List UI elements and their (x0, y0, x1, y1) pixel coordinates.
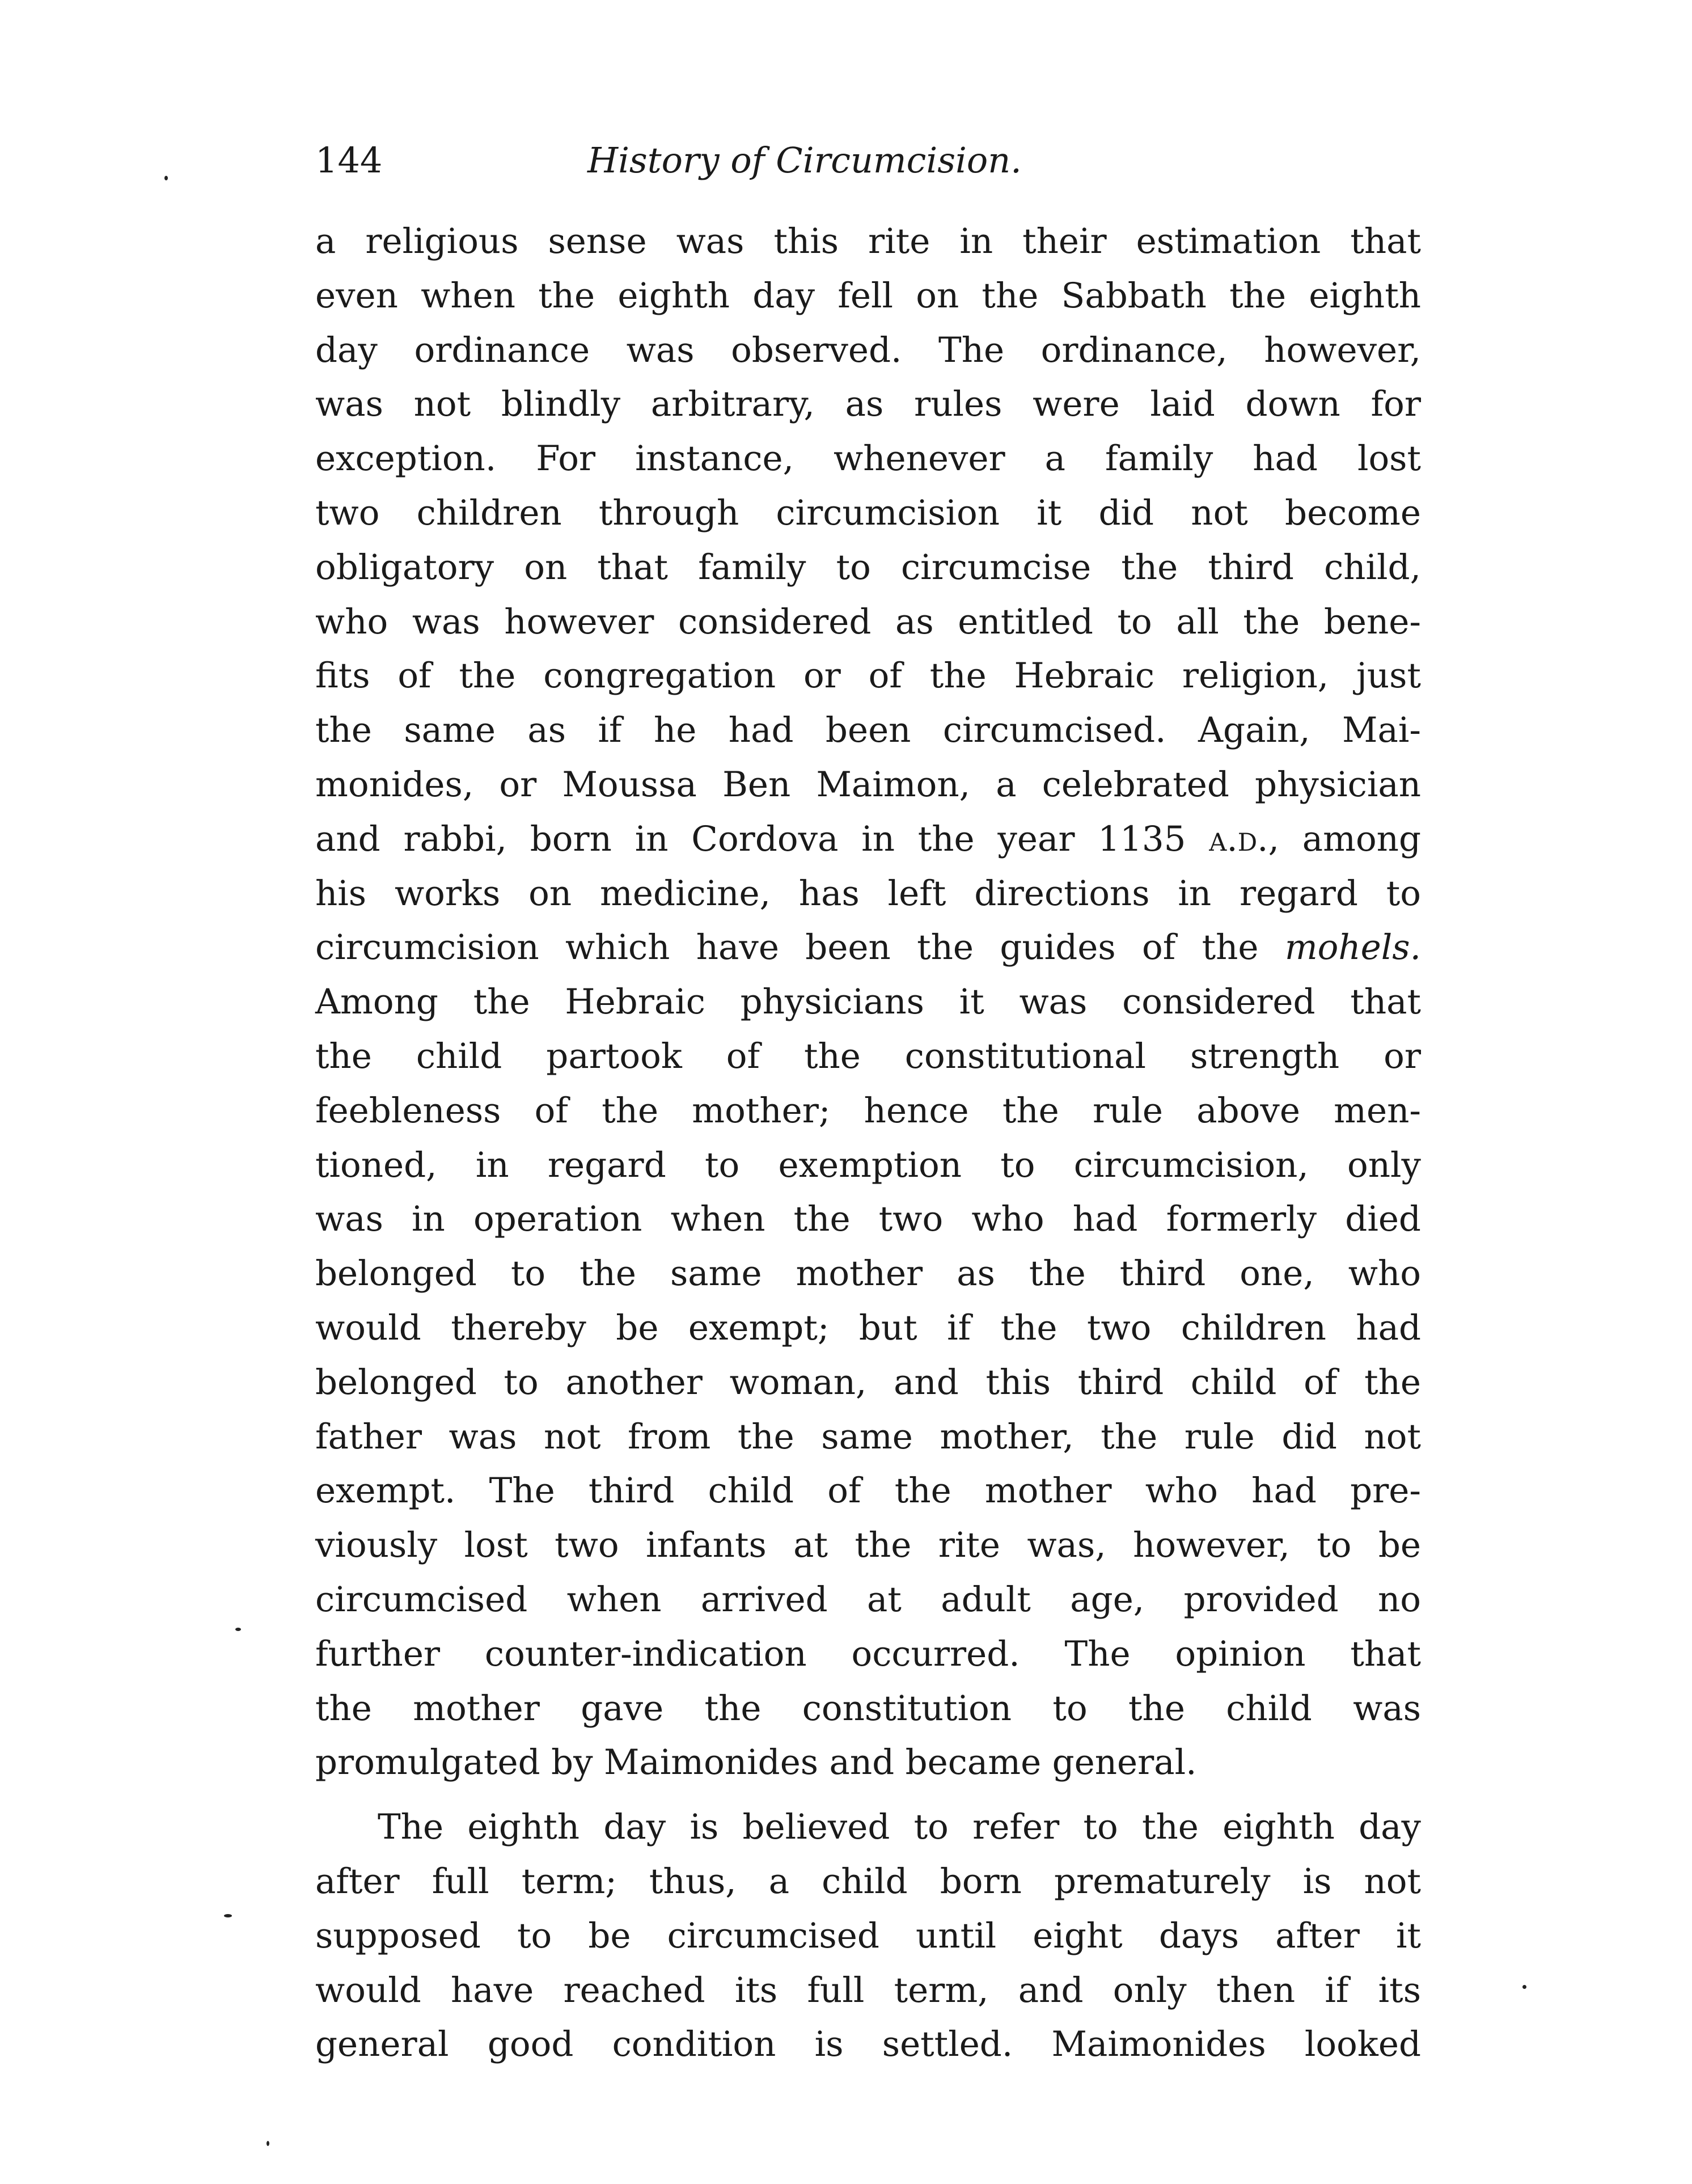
era-abbreviation: a.d. (1209, 818, 1268, 859)
scan-speck (1522, 1985, 1526, 1989)
text-line: was not blindly arbitrary, as rules were laid down for (315, 384, 1421, 425)
text-line: was in operation when the two who had formerly died (315, 1199, 1421, 1240)
line-segment: , among (1268, 818, 1421, 859)
text-line (315, 920, 1421, 975)
text-line: who was however considered as entitled to all the bene- (315, 601, 1421, 642)
text-line: promulgated by Maimonides and became general. (315, 1742, 1197, 1783)
text-line: the same as if he had been circumcised. Again, Mai- (315, 710, 1421, 751)
text-line: general good condition is settled. Maimonides looked (315, 2024, 1421, 2065)
line-segment: and rabbi, born in Cordova in the year 1135 (315, 818, 1209, 859)
text-line: a religious sense was this rite in their estimation that (315, 221, 1421, 261)
text-line: Among the Hebraic physicians it was considered that (315, 982, 1421, 1023)
scan-speck (164, 176, 168, 180)
body-text (315, 214, 1421, 2072)
text-line: belonged to another woman, and this third child of the (315, 1362, 1421, 1403)
text-line: fits of the congregation or of the Hebraic religion, just (315, 656, 1421, 696)
paragraph-1 (315, 214, 1421, 1790)
text-line: two children through circumcision it did not become (315, 492, 1421, 533)
text-line: would have reached its full term, and only then if its (315, 1970, 1421, 2010)
text-line: exception. For instance, whenever a family had lost (315, 438, 1421, 479)
text-line: monides, or Moussa Ben Maimon, a celebrated physician (315, 764, 1421, 805)
text-line: father was not from the same mother, the rule did not (315, 1416, 1421, 1457)
text-line: after full term; thus, a child born prematurely is not (315, 1861, 1421, 1902)
text-line: day ordinance was observed. The ordinance, however, (315, 329, 1421, 370)
scan-speck (224, 1914, 232, 1917)
running-head (315, 129, 1166, 192)
page-number: 144 (315, 140, 383, 181)
scan-speck (235, 1628, 241, 1631)
running-title: History of Circumcision. (587, 140, 1022, 181)
text-line: supposed to be circumcised until eight days after it (315, 1915, 1421, 1956)
text-line: further counter-indication occurred. The opinion that (315, 1633, 1421, 1674)
scan-speck (267, 2141, 269, 2146)
text-line: his works on medicine, has left directions in regard to (315, 873, 1421, 914)
text-line: feebleness of the mother; hence the rule above men- (315, 1090, 1421, 1131)
italic-term: mohels. (1284, 927, 1421, 968)
text-line: The eighth day is believed to refer to the eighth day (378, 1807, 1421, 1848)
text-line: even when the eighth day fell on the Sabbath the eighth (315, 275, 1421, 316)
text-line: tioned, in regard to exemption to circumcision, only (315, 1144, 1421, 1185)
text-line: circumcised when arrived at adult age, provided no (315, 1579, 1421, 1620)
text-line: would thereby be exempt; but if the two children had (315, 1307, 1421, 1348)
line-segment: circumcision which have been the guides of the (315, 927, 1285, 968)
text-line: viously lost two infants at the rite was, however, to be (315, 1525, 1421, 1566)
text-line: obligatory on that family to circumcise the third child, (315, 547, 1421, 588)
text-line: belonged to the same mother as the third one, who (315, 1253, 1421, 1294)
text-line (315, 812, 1421, 867)
text-line: the mother gave the constitution to the child was (315, 1688, 1421, 1729)
text-line: the child partook of the constitutional strength or (315, 1036, 1421, 1076)
paragraph-2 (315, 1800, 1421, 2072)
text-line: exempt. The third child of the mother who had pre- (315, 1471, 1421, 1511)
